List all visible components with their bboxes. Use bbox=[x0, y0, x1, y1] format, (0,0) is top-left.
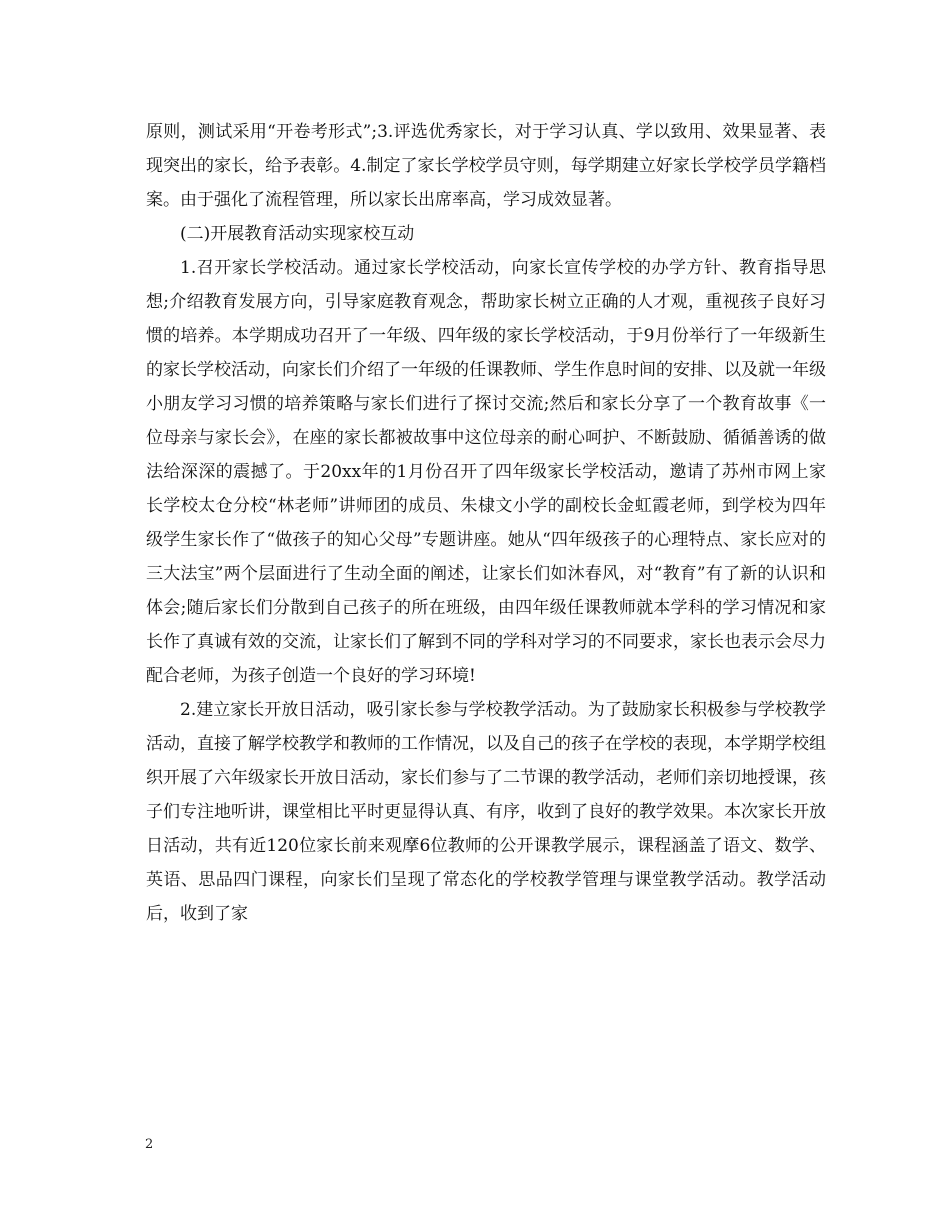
paragraph-3: 2.建立家长开放日活动，吸引家长参与学校教学活动。为了鼓励家长积极参与学校教学活动，直接了解学校教学和教师的工作情况，以及自己的孩子在学校的表现，本学期学校组织开展了六年级家长开放日活动，家长们参与了二节课的教学活动，老师们亲切地授课，孩子们专注地听讲，课堂相比平时更显得认真、有序，收到了良好的教学效果。本次家长开放日活动，共有近120位家长前来观摩6位教师的公开课教学展示，课程涵盖了语文、数学、英语、思品四门课程，向家长们呈现了常态化的学校教学管理与课堂教学活动。教学活动后，收到了家 bbox=[146, 700, 826, 924]
page-number: 2 bbox=[145, 1137, 154, 1152]
body-text bbox=[146, 115, 826, 931]
paragraph-1: 原则，测试采用“开卷考形式”;3.评选优秀家长，对于学习认真、学以致用、效果显著、表现突出的家长，给予表彰。4.制定了家长学校学员守则，每学期建立好家长学校学员学籍档案。由于强化了流程管理，所以家长出席率高，学习成效显著。 bbox=[146, 122, 826, 210]
paragraph-2: 1.召开家长学校活动。通过家长学校活动，向家长宣传学校的办学方针、教育指导思想;介绍教育发展方向，引导家庭教育观念，帮助家长树立正确的人才观，重视孩子良好习惯的培养。本学期成功召开了一年级、四年级的家长学校活动，于9月份举行了一年级新生的家长学校活动，向家长们介绍了一年级的任课教师、学生作息时间的安排、以及就一年级小朋友学习习惯的培养策略与家长们进行了探讨交流;然后和家长分享了一个教育故事《一位母亲与家长会》，在座的家长都被故事中这位母亲的耐心呵护、不断鼓励、循循善诱的做法给深深的震撼了。于20xx年的1月份召开了四年级家长学校活动，邀请了苏州市网上家长学校太仓分校“林老师”讲师团的成员、朱棣文小学的副校长金虹霞老师，到学校为四年级学生家长作了“做孩子的知心父母”专题讲座。她从“四年级孩子的心理特点、家长应对的三大法宝”两个层面进行了生动全面的阐述，让家长们如沐春风，对“教育”有了新的认识和体会;随后家长们分散到自己孩子的所在班级，由四年级任课教师就本学科的学习情况和家长作了真诚有效的交流，让家长们了解到不同的学科对学习的不同要求，家长也表示会尽力配合老师，为孩子创造一个良好的学习环境! bbox=[146, 258, 826, 686]
section-heading: (二)开展教育活动实现家校互动 bbox=[180, 224, 415, 244]
